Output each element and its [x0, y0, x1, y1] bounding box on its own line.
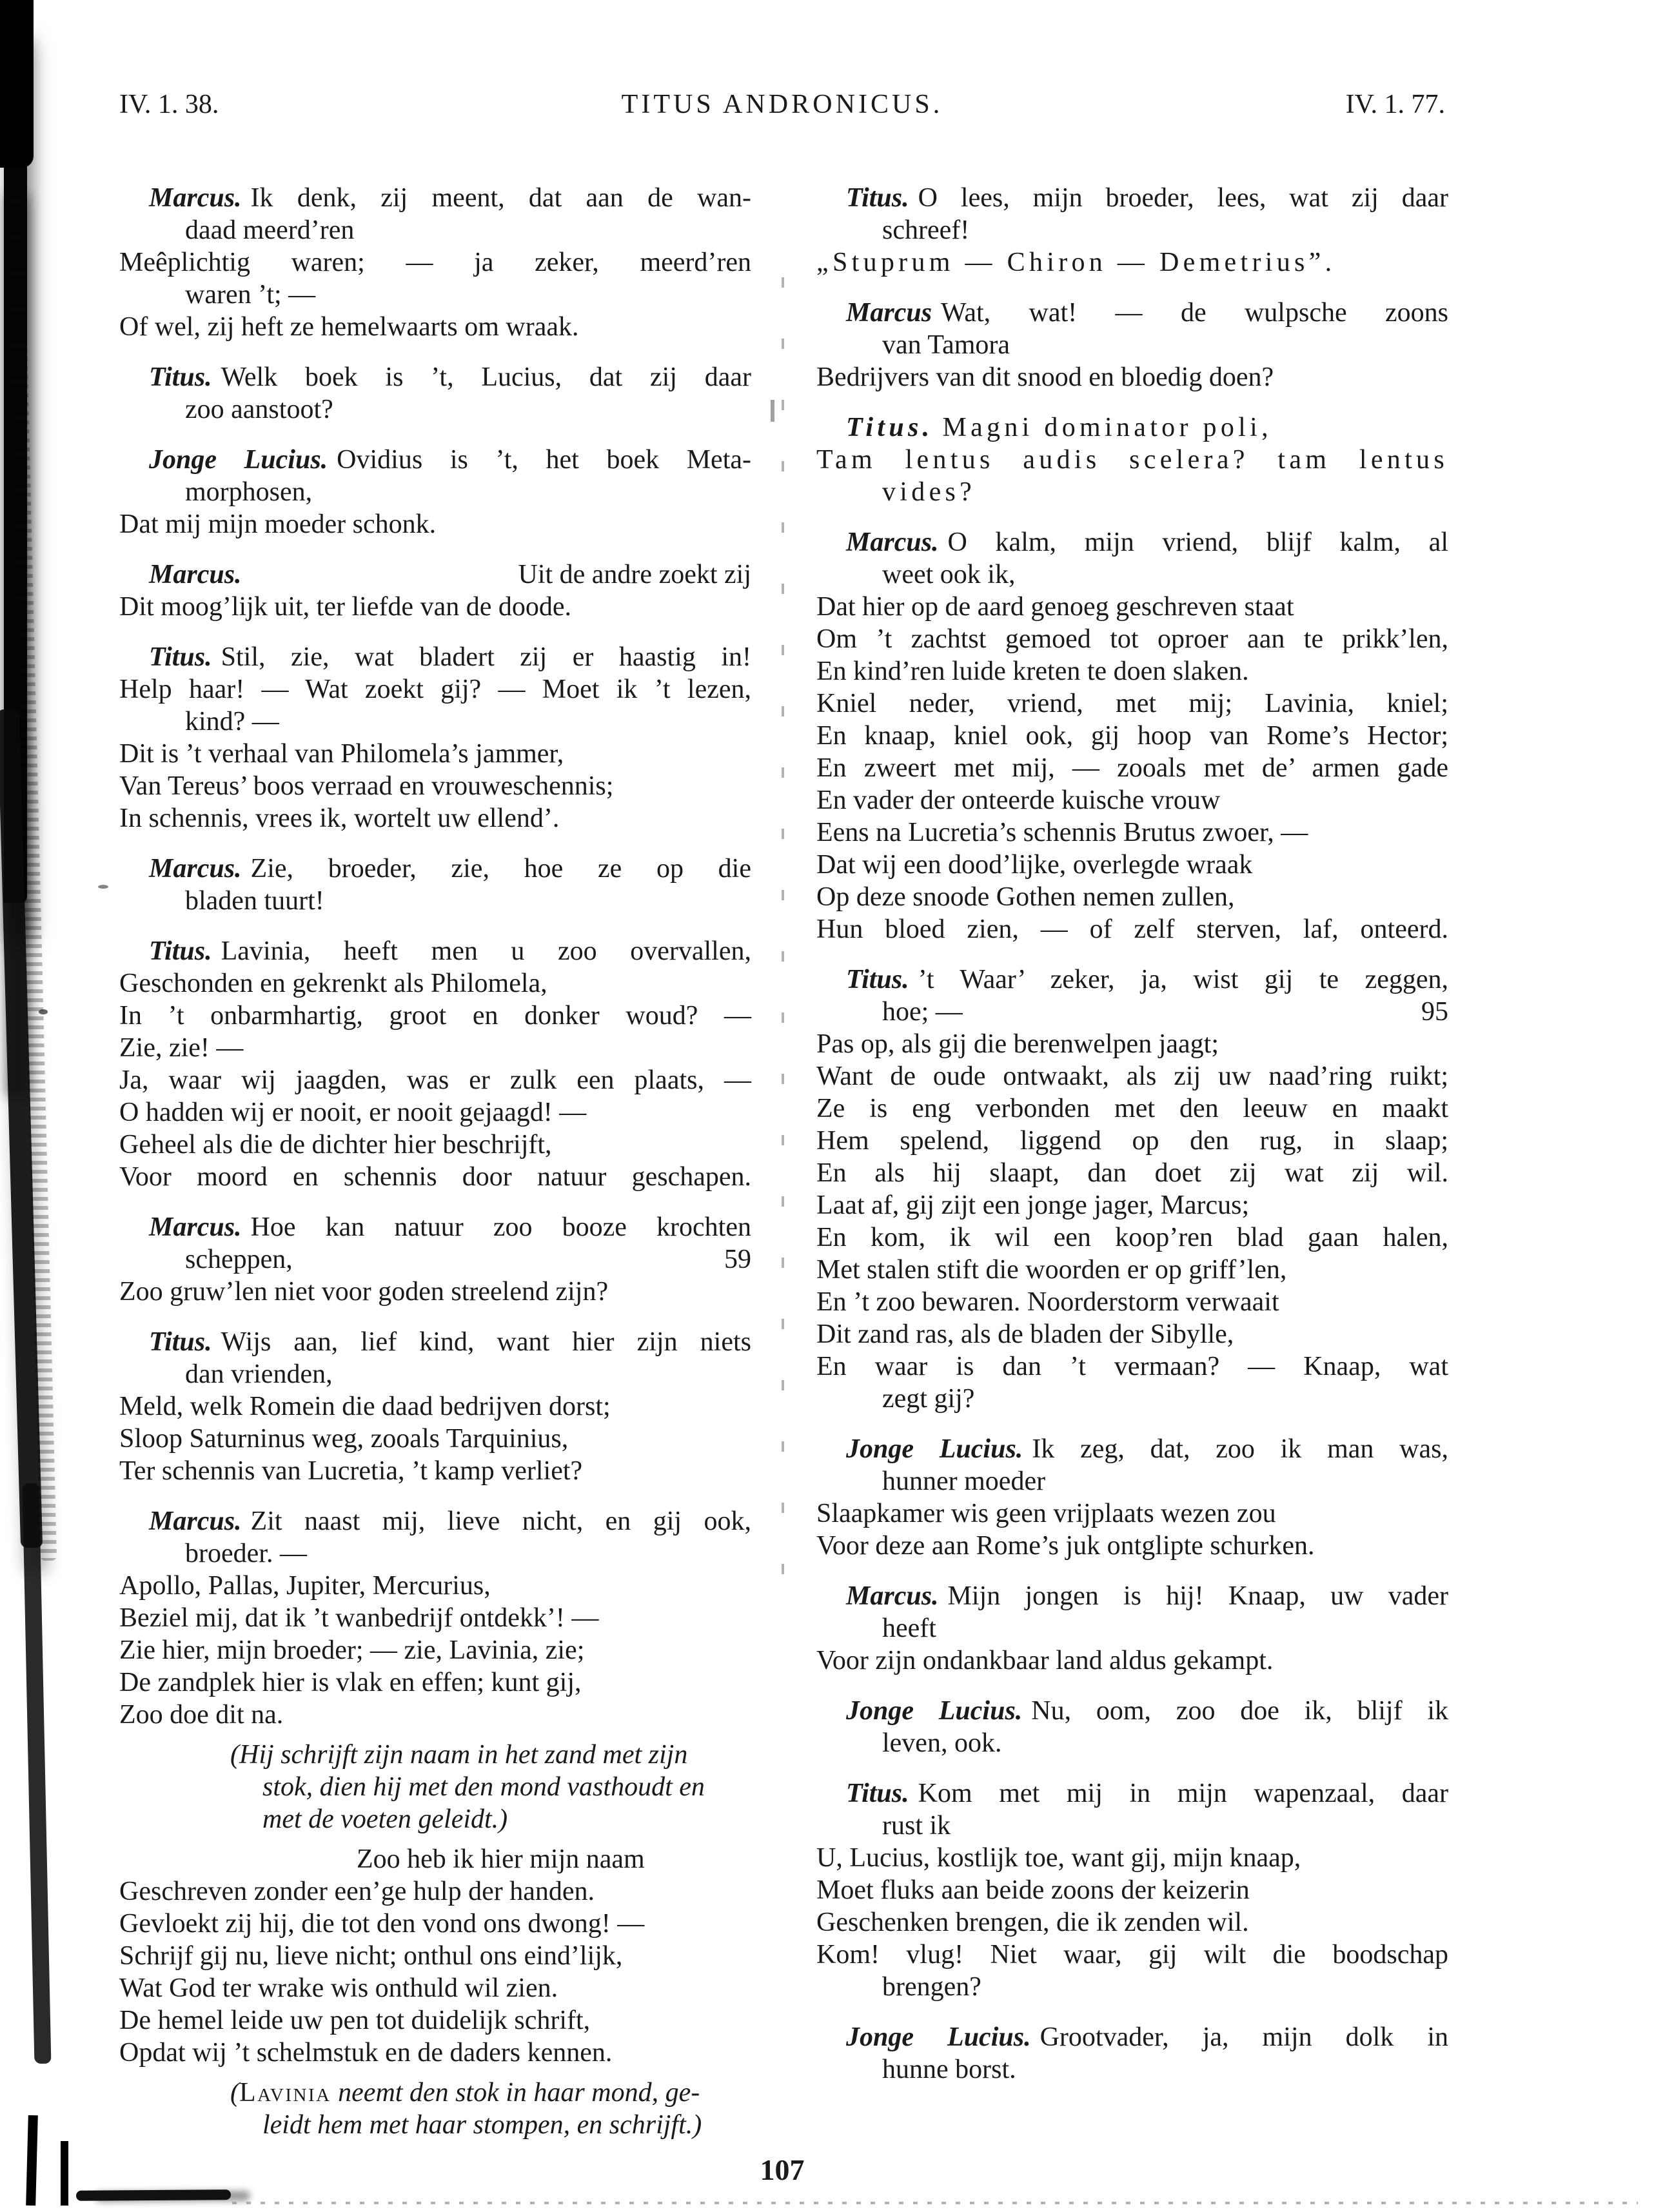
verse-line: Want de oude ontwaakt, als zij uw naad’ring ruikt; [816, 1062, 1448, 1091]
verse-line: O hadden wij er nooit, er nooit gejaagd! — [119, 1098, 587, 1127]
verse-line: heeft [882, 1614, 936, 1643]
verse-line: Dit is ’t verhaal van Philomela’s jammer, [119, 739, 564, 769]
verse-line: Jonge Lucius. Nu, oom, zoo doe ik, blijf ik [846, 1696, 1448, 1726]
verse-line: hoe; — 95 [882, 997, 1448, 1027]
verse-line: In schennis, vrees ik, wortelt uw ellend’. [119, 804, 560, 833]
verse-line: Of wel, zij heft ze hemelwaarts om wraak. [119, 312, 579, 342]
speaker-name: Titus. [846, 1779, 909, 1808]
verse-line: Marcus. Hoe kan natuur zoo booze krochten [149, 1212, 751, 1242]
verse-line: Zie, zie! — [119, 1033, 244, 1063]
speech-block [816, 411, 1448, 508]
verse-line: Om ’t zachtst gemoed tot oproer aan te prikk’len, [816, 624, 1448, 654]
verse-line: In ’t onbarmhartig, groot en donker woud? — [119, 1001, 751, 1031]
speaker-name: Marcus. [149, 1506, 242, 1536]
verse-line: Marcus. Zie, broeder, zie, hoe ze op die [149, 854, 751, 884]
verse-line: De hemel leide uw pen tot duidelijk schrift, [119, 2006, 591, 2035]
column-left [119, 182, 751, 2141]
verse-line: En waar is dan ’t vermaan? — Knaap, wat [816, 1352, 1448, 1381]
verse-line: Schrijf gij nu, lieve nicht; onthul ons eind’lijk, [119, 1941, 623, 1971]
verse-line: Dat hier op de aard genoeg geschreven staat [816, 592, 1294, 622]
speech-block [119, 1843, 751, 2069]
verse-line: Tam lentus audis scelera? tam lentus [816, 445, 1448, 475]
line-number: 59 [724, 1245, 751, 1274]
verse-line: Dat wij een dood’lijke, overlegde wraak [816, 850, 1253, 880]
speaker-name: Jonge Lucius. [846, 1696, 1023, 1726]
verse-line: Marcus. Zit naast mij, lieve nicht, en gij ook, [149, 1506, 751, 1536]
verse-line: En vader der onteerde kuische vrouw [816, 785, 1221, 815]
verse-line: „Stuprum — Chiron — Demetrius”. [816, 248, 1336, 277]
verse-line: Voor zijn ondankbaar land aldus gekampt. [816, 1646, 1274, 1675]
line-number: 95 [1421, 997, 1448, 1027]
verse-line: Op deze snoode Gothen nemen zullen, [816, 882, 1235, 912]
verse-line: Voor moord en schennis door natuur geschapen. [119, 1162, 751, 1192]
verse-line: hunner moeder [882, 1466, 1046, 1496]
speaker-name: Marcus. [846, 528, 939, 557]
verse-line: En als hij slaapt, dan doet zij wat zij wil. [816, 1158, 1448, 1188]
verse-line: En kind’ren luide kreten te doen slaken. [816, 657, 1249, 686]
verse-line: Titus. Magni dominator poli, [846, 413, 1272, 442]
verse-line: Dat mij mijn moeder schonk. [119, 509, 437, 539]
verse-line: Eens na Lucretia’s schennis Brutus zwoer, — [816, 818, 1308, 847]
verse-line: Sloop Saturninus weg, zooals Tarquinius, [119, 1424, 569, 1454]
speech-block [119, 1211, 751, 1308]
speech-block [119, 853, 751, 917]
speech-block [119, 935, 751, 1193]
speaker-name: Marcus [846, 298, 932, 328]
character-name-smallcaps: Lavinia [239, 2078, 331, 2108]
verse-line: vides? [882, 477, 976, 507]
speech-block [816, 1580, 1448, 1677]
verse-line: Zie hier, mijn broeder; — zie, Lavinia, zie; [119, 1635, 585, 1665]
verse-line: rust ik [882, 1811, 951, 1841]
verse-line: Marcus. Ik denk, zij meent, dat aan de wan- [149, 183, 751, 213]
verse-line: hunne borst. [882, 2055, 1016, 2084]
scan-artifact-speck [771, 400, 774, 422]
verse-line: Geheel als die de dichter hier beschrijft, [119, 1130, 552, 1160]
verse-line: leven, ook. [882, 1728, 1002, 1758]
speech-block [816, 1777, 1448, 2003]
stage-direction-line: met de voeten geleidt.) [262, 1804, 508, 1834]
speech-block [816, 182, 1448, 279]
verse-line: Apollo, Pallas, Jupiter, Mercurius, [119, 1571, 491, 1601]
verse-line: Laat af, gij zijt een jonge jager, Marcus; [816, 1190, 1250, 1220]
speech-block [119, 1326, 751, 1487]
verse-line: Titus. Welk boek is ’t, Lucius, dat zij daar [149, 362, 751, 392]
verse-line: Kniel neder, vriend, met mij; Lavinia, kniel; [816, 689, 1448, 718]
speaker-name: Jonge Lucius. [846, 1434, 1023, 1464]
verse-line: Ter schennis van Lucretia, ’t kamp verliet? [119, 1456, 583, 1486]
verse-line: Dit zand ras, als de bladen der Sibylle, [816, 1319, 1234, 1349]
verse-line: Marcus. O kalm, mijn vriend, blijf kalm, al [846, 528, 1448, 557]
verse-line: En knaap, kniel ook, gij hoop van Rome’s Hector; [816, 721, 1448, 751]
speaker-name: Marcus. [149, 183, 242, 213]
verse-line: weet ook ik, [882, 560, 1016, 589]
verse-line: zoo aanstoot? [185, 395, 333, 424]
verse-line: brengen? [882, 1972, 981, 2002]
verse-line: Titus. O lees, mijn broeder, lees, wat zij daar [846, 183, 1448, 213]
verse-line: Geschenken brengen, die ik zenden wil. [816, 1908, 1249, 1937]
verse-line: Geschonden en gekrenkt als Philomela, [119, 969, 547, 998]
verse-line [119, 558, 751, 591]
verse-line: van Tamora [882, 330, 1010, 360]
verse-line: Ja, waar wij jaagden, was er zulk een plaats, — [119, 1065, 751, 1095]
speech-block [816, 526, 1448, 945]
stage-direction-line: leidt hem met haar stompen, en schrijft.) [262, 2110, 702, 2140]
column-divider-dotted-line [782, 277, 784, 1606]
verse-line: Ze is eng verbonden met den leeuw en maakt [816, 1094, 1448, 1123]
verse-line: Zoo gruw’len niet voor goden streelend zijn? [119, 1277, 609, 1307]
speech-block [816, 1695, 1448, 1759]
speech-block [816, 297, 1448, 393]
verse-line: Marcus. Mijn jongen is hij! Knaap, uw vader [846, 1581, 1448, 1611]
speech-block [816, 1433, 1448, 1562]
verse-line: Hem spelend, liggend op den rug, in slaap; [816, 1126, 1448, 1156]
verse-line: Beziel mij, dat ik ’t wanbedrijf ontdekk’! — [119, 1603, 599, 1633]
speech-block [816, 963, 1448, 1415]
verse-line: daad meerd’ren [185, 215, 355, 245]
scan-artifact-bottom-edge-line [232, 2202, 1638, 2204]
speaker-name: Titus. [149, 1327, 212, 1357]
speaker-name: Marcus. [149, 560, 242, 589]
verse-line: U, Lucius, kostlijk toe, want gij, mijn knaap, [816, 1843, 1301, 1873]
verse-line: Pas op, als gij die berenwelpen jaagt; [816, 1029, 1219, 1059]
verse-line: Dit moog’lijk uit, ter liefde van de doode. [119, 592, 571, 622]
speech-block [119, 1739, 751, 1835]
scan-artifact-speck [98, 885, 108, 889]
speaker-name: Titus. [149, 642, 212, 672]
speech-block [119, 444, 751, 540]
speaker-name: Jonge Lucius. [149, 445, 328, 475]
verse-line: scheppen, 59 [185, 1245, 751, 1274]
scan-artifact-speck [39, 1009, 48, 1014]
speech-block [816, 2021, 1448, 2086]
verse-line: waren ’t; — [185, 280, 316, 310]
verse-line: Help haar! — Wat zoekt gij? — Moet ik ’t lezen, [119, 675, 751, 704]
verse-line: Zoo heb ik hier mijn naam [357, 1844, 645, 1874]
verse-line: En zweert met mij, — zooals met de’ armen gade [816, 753, 1448, 783]
speech-block [119, 558, 751, 623]
speech-block [119, 361, 751, 426]
speaker-name: Marcus. [149, 1212, 242, 1242]
verse-line: Met stalen stift die woorden er op griff’len, [816, 1255, 1287, 1285]
verse-line: kind? — [185, 707, 279, 736]
stage-direction-line: stok, dien hij met den mond vasthoudt en [262, 1772, 705, 1802]
verse-line: Titus. Lavinia, heeft men u zoo overvallen, [149, 936, 751, 966]
verse-line: Slaapkamer wis geen vrijplaats wezen zou [816, 1499, 1276, 1528]
speaker-name: Titus. [149, 936, 212, 966]
speech-block [119, 182, 751, 343]
scan-artifact-bottom-smear [76, 2189, 231, 2201]
speaker-name: Titus. [149, 362, 212, 392]
speaker-name: Titus. [846, 183, 909, 213]
verse-line: Van Tereus’ boos verraad en vrouweschennis; [119, 771, 614, 801]
header-play-title: TITUS ANDRONICUS. [621, 90, 943, 119]
verse-line: Titus. ’t Waar’ zeker, ja, wist gij te zeggen, [846, 965, 1448, 994]
stage-direction-line: (Lavinia neemt den stok in haar mond, ge- [230, 2078, 700, 2108]
scan-artifact-bottom-stroke [61, 2141, 68, 2206]
verse-line: bladen tuurt! [185, 886, 324, 916]
verse-line: schreef! [882, 215, 970, 245]
verse-line: Hun bloed zien, — of zelf sterven, laf, onteerd. [816, 914, 1448, 944]
page-number: 107 [760, 2153, 805, 2186]
speech-block [119, 1505, 751, 1731]
header-act-scene-right: IV. 1. 77. [1345, 90, 1445, 119]
speaker-name: Marcus. [149, 854, 242, 884]
running-header [119, 89, 1445, 120]
speaker-name: Marcus. [846, 1581, 939, 1611]
verse-line: Kom! vlug! Niet waar, gij wilt die boodschap [816, 1940, 1448, 1970]
verse-line: En kom, ik wil een koop’ren blad gaan halen, [816, 1223, 1448, 1252]
verse-line: Jonge Lucius. Ik zeg, dat, zoo ik man was, [846, 1434, 1448, 1464]
speech-block [119, 2077, 751, 2141]
verse-line: Marcus Wat, wat! — de wulpsche zoons [846, 298, 1448, 328]
scan-artifact-bottom-stroke [26, 2115, 38, 2206]
verse-line: Zoo doe dit na. [119, 1700, 284, 1730]
verse-line: Gevloekt zij hij, die tot den vond ons dwong! — [119, 1909, 645, 1939]
verse-line: En ’t zoo bewaren. Noorderstorm verwaait [816, 1287, 1279, 1317]
verse-line: Titus. Wijs aan, lief kind, want hier zijn niets [149, 1327, 751, 1357]
speaker-name: Titus. [846, 413, 934, 442]
speaker-name: Jonge Lucius. [846, 2022, 1031, 2052]
verse-line: zegt gij? [882, 1384, 975, 1414]
verse-line: Meld, welk Romein die daad bedrijven dorst; [119, 1392, 611, 1421]
verse-line: Titus. Kom met mij in mijn wapenzaal, daar [846, 1779, 1448, 1808]
verse-line: morphosen, [185, 477, 313, 507]
stage-direction-line: (Hij schrijft zijn naam in het zand met zijn [230, 1740, 688, 1770]
verse-line: Moet fluks aan beide zoons der keizerin [816, 1875, 1250, 1905]
verse-line: Geschreven zonder een’ge hulp der handen. [119, 1877, 595, 1906]
verse-line: Jonge Lucius. Grootvader, ja, mijn dolk in [846, 2022, 1448, 2052]
verse-line: Titus. Stil, zie, wat bladert zij er haastig in! [149, 642, 751, 672]
verse-line-fragment: Uit de andre zoekt zij [518, 560, 751, 589]
header-act-scene-left: IV. 1. 38. [119, 90, 219, 119]
scan-artifact-spine-lower [23, 1483, 52, 2064]
verse-line: dan vrienden, [185, 1359, 333, 1389]
speech-block [119, 641, 751, 834]
verse-line: Voor deze aan Rome’s juk ontglipte schurken. [816, 1531, 1315, 1561]
verse-line: De zandplek hier is vlak en effen; kunt gij, [119, 1668, 582, 1697]
verse-line: Bedrijvers van dit snood en bloedig doen? [816, 362, 1274, 392]
verse-line: Wat God ter wrake wis onthuld wil zien. [119, 1973, 558, 2003]
column-right [816, 182, 1448, 2086]
verse-line: broeder. — [185, 1539, 307, 1568]
verse-line: Opdat wij ’t schelmstuk en de daders kennen. [119, 2038, 613, 2068]
verse-line: Meêplichtig waren; — ja zeker, meerd’ren [119, 248, 751, 277]
speaker-name: Titus. [846, 965, 909, 994]
verse-line: Jonge Lucius. Ovidius is ’t, het boek Meta- [149, 445, 751, 475]
